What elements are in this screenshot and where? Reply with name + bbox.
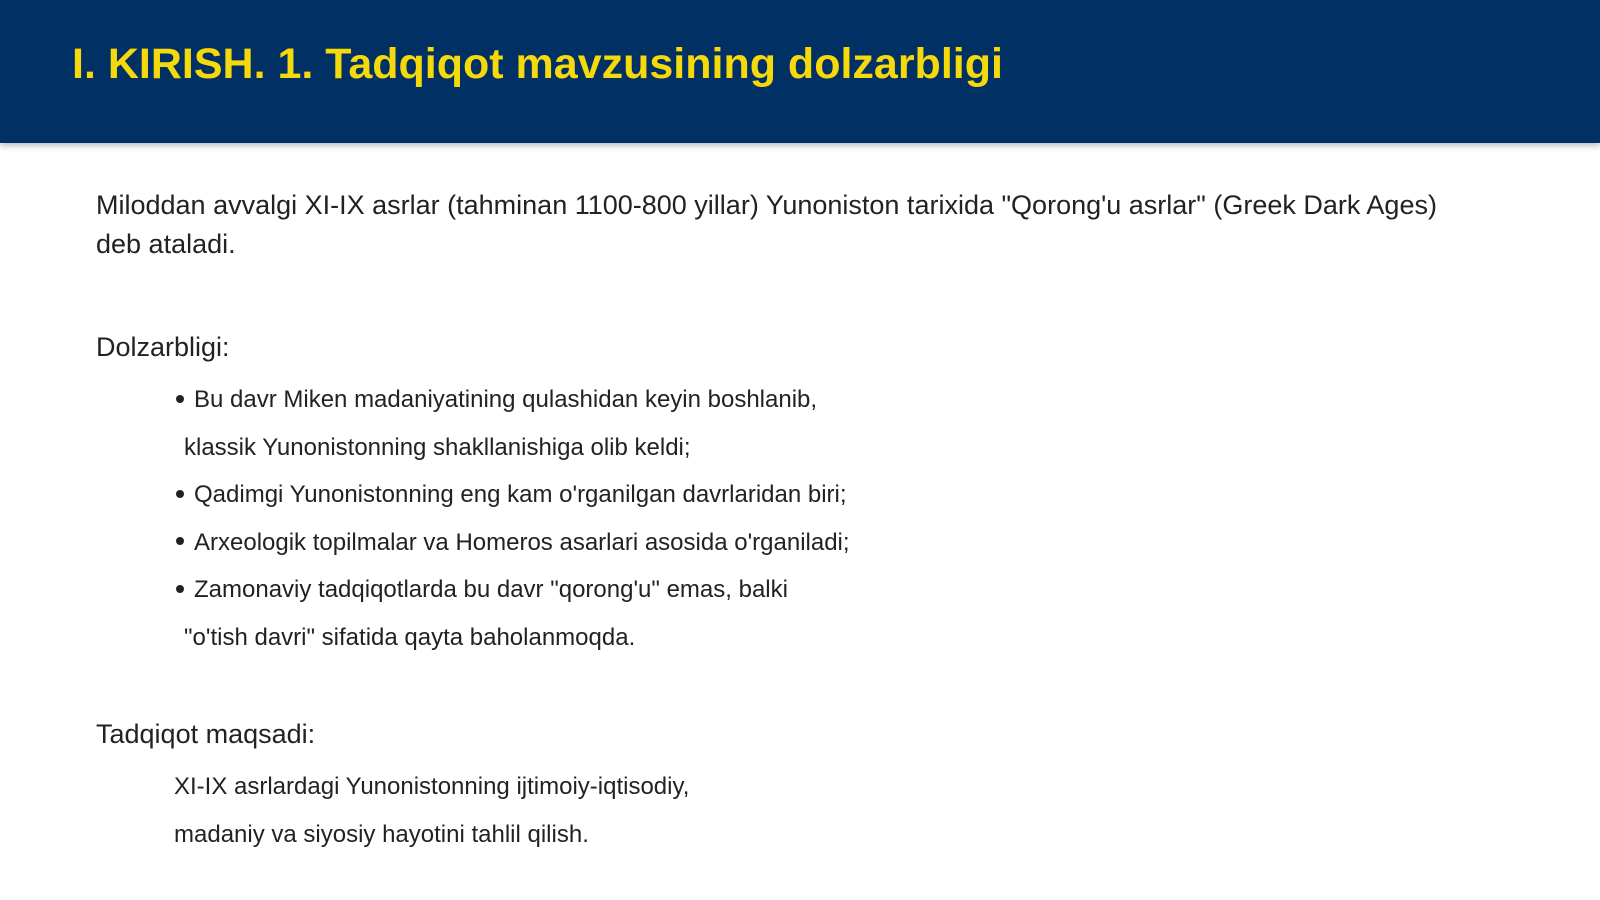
goal-text [174,763,1074,858]
bullet-icon [176,537,184,545]
list-item-text: Bu davr Miken madaniyatining qulashidan keyin boshlanib, [194,386,818,413]
relevance-heading: Dolzarbligi: [96,332,230,362]
list-item-text: Arxeologik topilmalar va Homeros asarlari asosida o'rganiladi; [194,528,850,556]
intro-paragraph: Miloddan avvalgi XI-IX asrlar (tahminan 1100-800 yillar) Yunoniston tarixida "Qorong'u asrlar" (Greek Dark Ages) deb ataladi. [96,190,1437,259]
goal-heading: Tadqiqot maqsadi: [96,719,316,749]
list-item [174,376,1074,471]
relevance-list [174,376,1074,661]
list-item-text: Zamonaviy tadqiqotlarda bu davr "qorong'u" emas, balki [194,576,788,603]
slide-title: I. KIRISH. 1. Tadqiqot mavzusining dolzarbligi [72,40,1003,88]
list-item [174,471,1074,519]
list-item-text: Qadimgi Yunonistonning eng kam o'rganilgan davrlaridan biri; [194,481,847,508]
title-bar [0,0,1600,143]
list-item [174,566,1074,661]
bullet-icon [176,585,184,593]
list-item [174,519,1074,567]
list-item-text-continued: klassik Yunonistonning shakllanishiga olib keldi; [184,433,691,461]
goal-line: XI-IX asrlardagi Yunonistonning ijtimoiy-iqtisodiy, [174,773,690,800]
slide-body [96,186,1476,848]
bullet-icon [176,395,184,403]
goal-line: madaniy va siyosiy hayotini tahlil qilish. [174,820,589,848]
bullet-icon [176,490,184,498]
list-item-text-continued: "o'tish davri" sifatida qayta baholanmoqda. [184,623,636,651]
